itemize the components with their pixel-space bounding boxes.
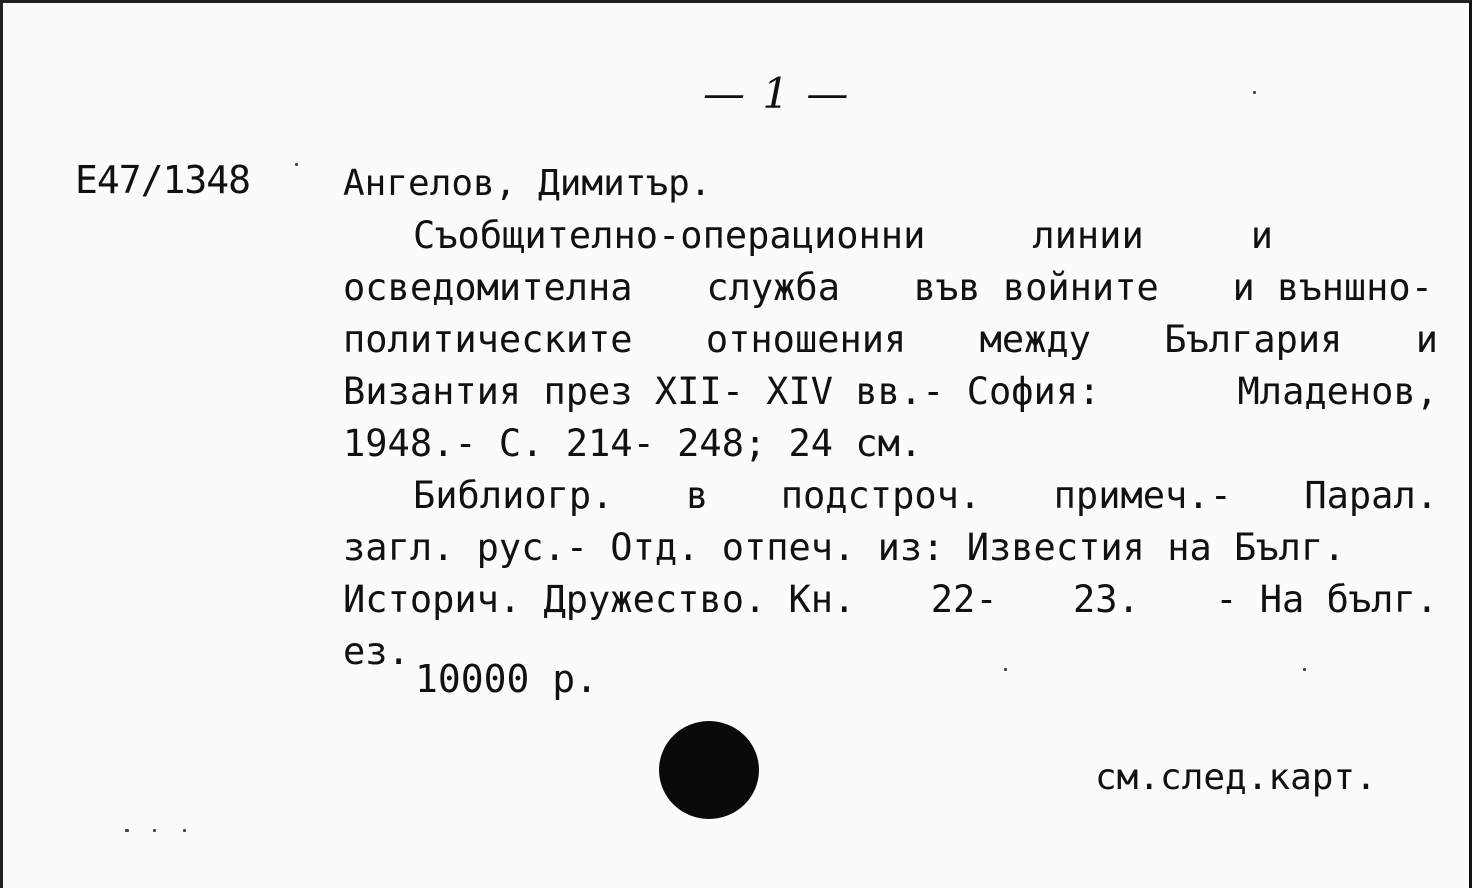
author-heading: Ангелов, Димитър. — [343, 163, 712, 204]
title-line — [343, 366, 1438, 418]
title-word: Византия през XII- XIV вв.- София: — [343, 370, 1101, 413]
title-word: осведомителна — [343, 266, 633, 309]
note-line — [343, 574, 1438, 626]
scan-speck — [125, 829, 129, 832]
title-word: и — [1415, 318, 1438, 361]
title-word: и външно- — [1232, 266, 1433, 309]
title-line — [343, 262, 1433, 314]
title-word: България — [1164, 318, 1343, 361]
scan-speck — [153, 829, 156, 832]
card-body — [343, 158, 1443, 678]
page-mark: — 1 — — [703, 69, 851, 118]
note-word: Библиогр. — [413, 474, 614, 517]
title-word: Съобщително-операционни — [413, 214, 926, 257]
title-word: служба — [706, 266, 840, 309]
scan-speck — [295, 163, 298, 166]
title-word: линии — [1032, 214, 1144, 257]
note-word: Историч. Дружество. Кн. — [343, 578, 856, 621]
scan-speck — [1253, 91, 1256, 94]
imprint-text: 1948.- С. 214- 248; 24 см. — [343, 422, 923, 465]
scan-speck — [1004, 668, 1007, 671]
price: 10000 р. — [415, 657, 599, 701]
imprint-line — [343, 418, 1443, 470]
punch-hole — [659, 721, 759, 819]
continuation-note: см.след.карт. — [1095, 757, 1377, 798]
note-word: подстроч. — [780, 474, 982, 517]
title-word: политическите — [343, 318, 633, 361]
note-word: Парал. — [1304, 474, 1438, 517]
title-word: между — [979, 318, 1091, 361]
title-line — [343, 314, 1438, 366]
title-word: Младенов, — [1237, 370, 1438, 413]
title-line — [343, 210, 1273, 262]
note-text: ез. — [343, 630, 410, 673]
note-word: 22- — [930, 578, 998, 621]
note-line — [343, 522, 1443, 574]
note-word: - На бълг. — [1215, 578, 1438, 621]
note-word: 23. — [1073, 578, 1140, 621]
note-word: примеч.- — [1053, 474, 1232, 517]
title-word: във войните — [913, 266, 1159, 309]
title-word: и — [1250, 214, 1273, 257]
scan-speck — [183, 829, 186, 832]
scan-speck — [1303, 668, 1306, 671]
note-word: в — [685, 474, 709, 517]
shelf-mark: Е47/1348 — [75, 158, 251, 202]
title-word: отношения — [705, 318, 907, 361]
note-text: загл. рус.- Отд. отпеч. из: Известия на Бълг. — [343, 526, 1346, 569]
note-line — [343, 470, 1438, 522]
